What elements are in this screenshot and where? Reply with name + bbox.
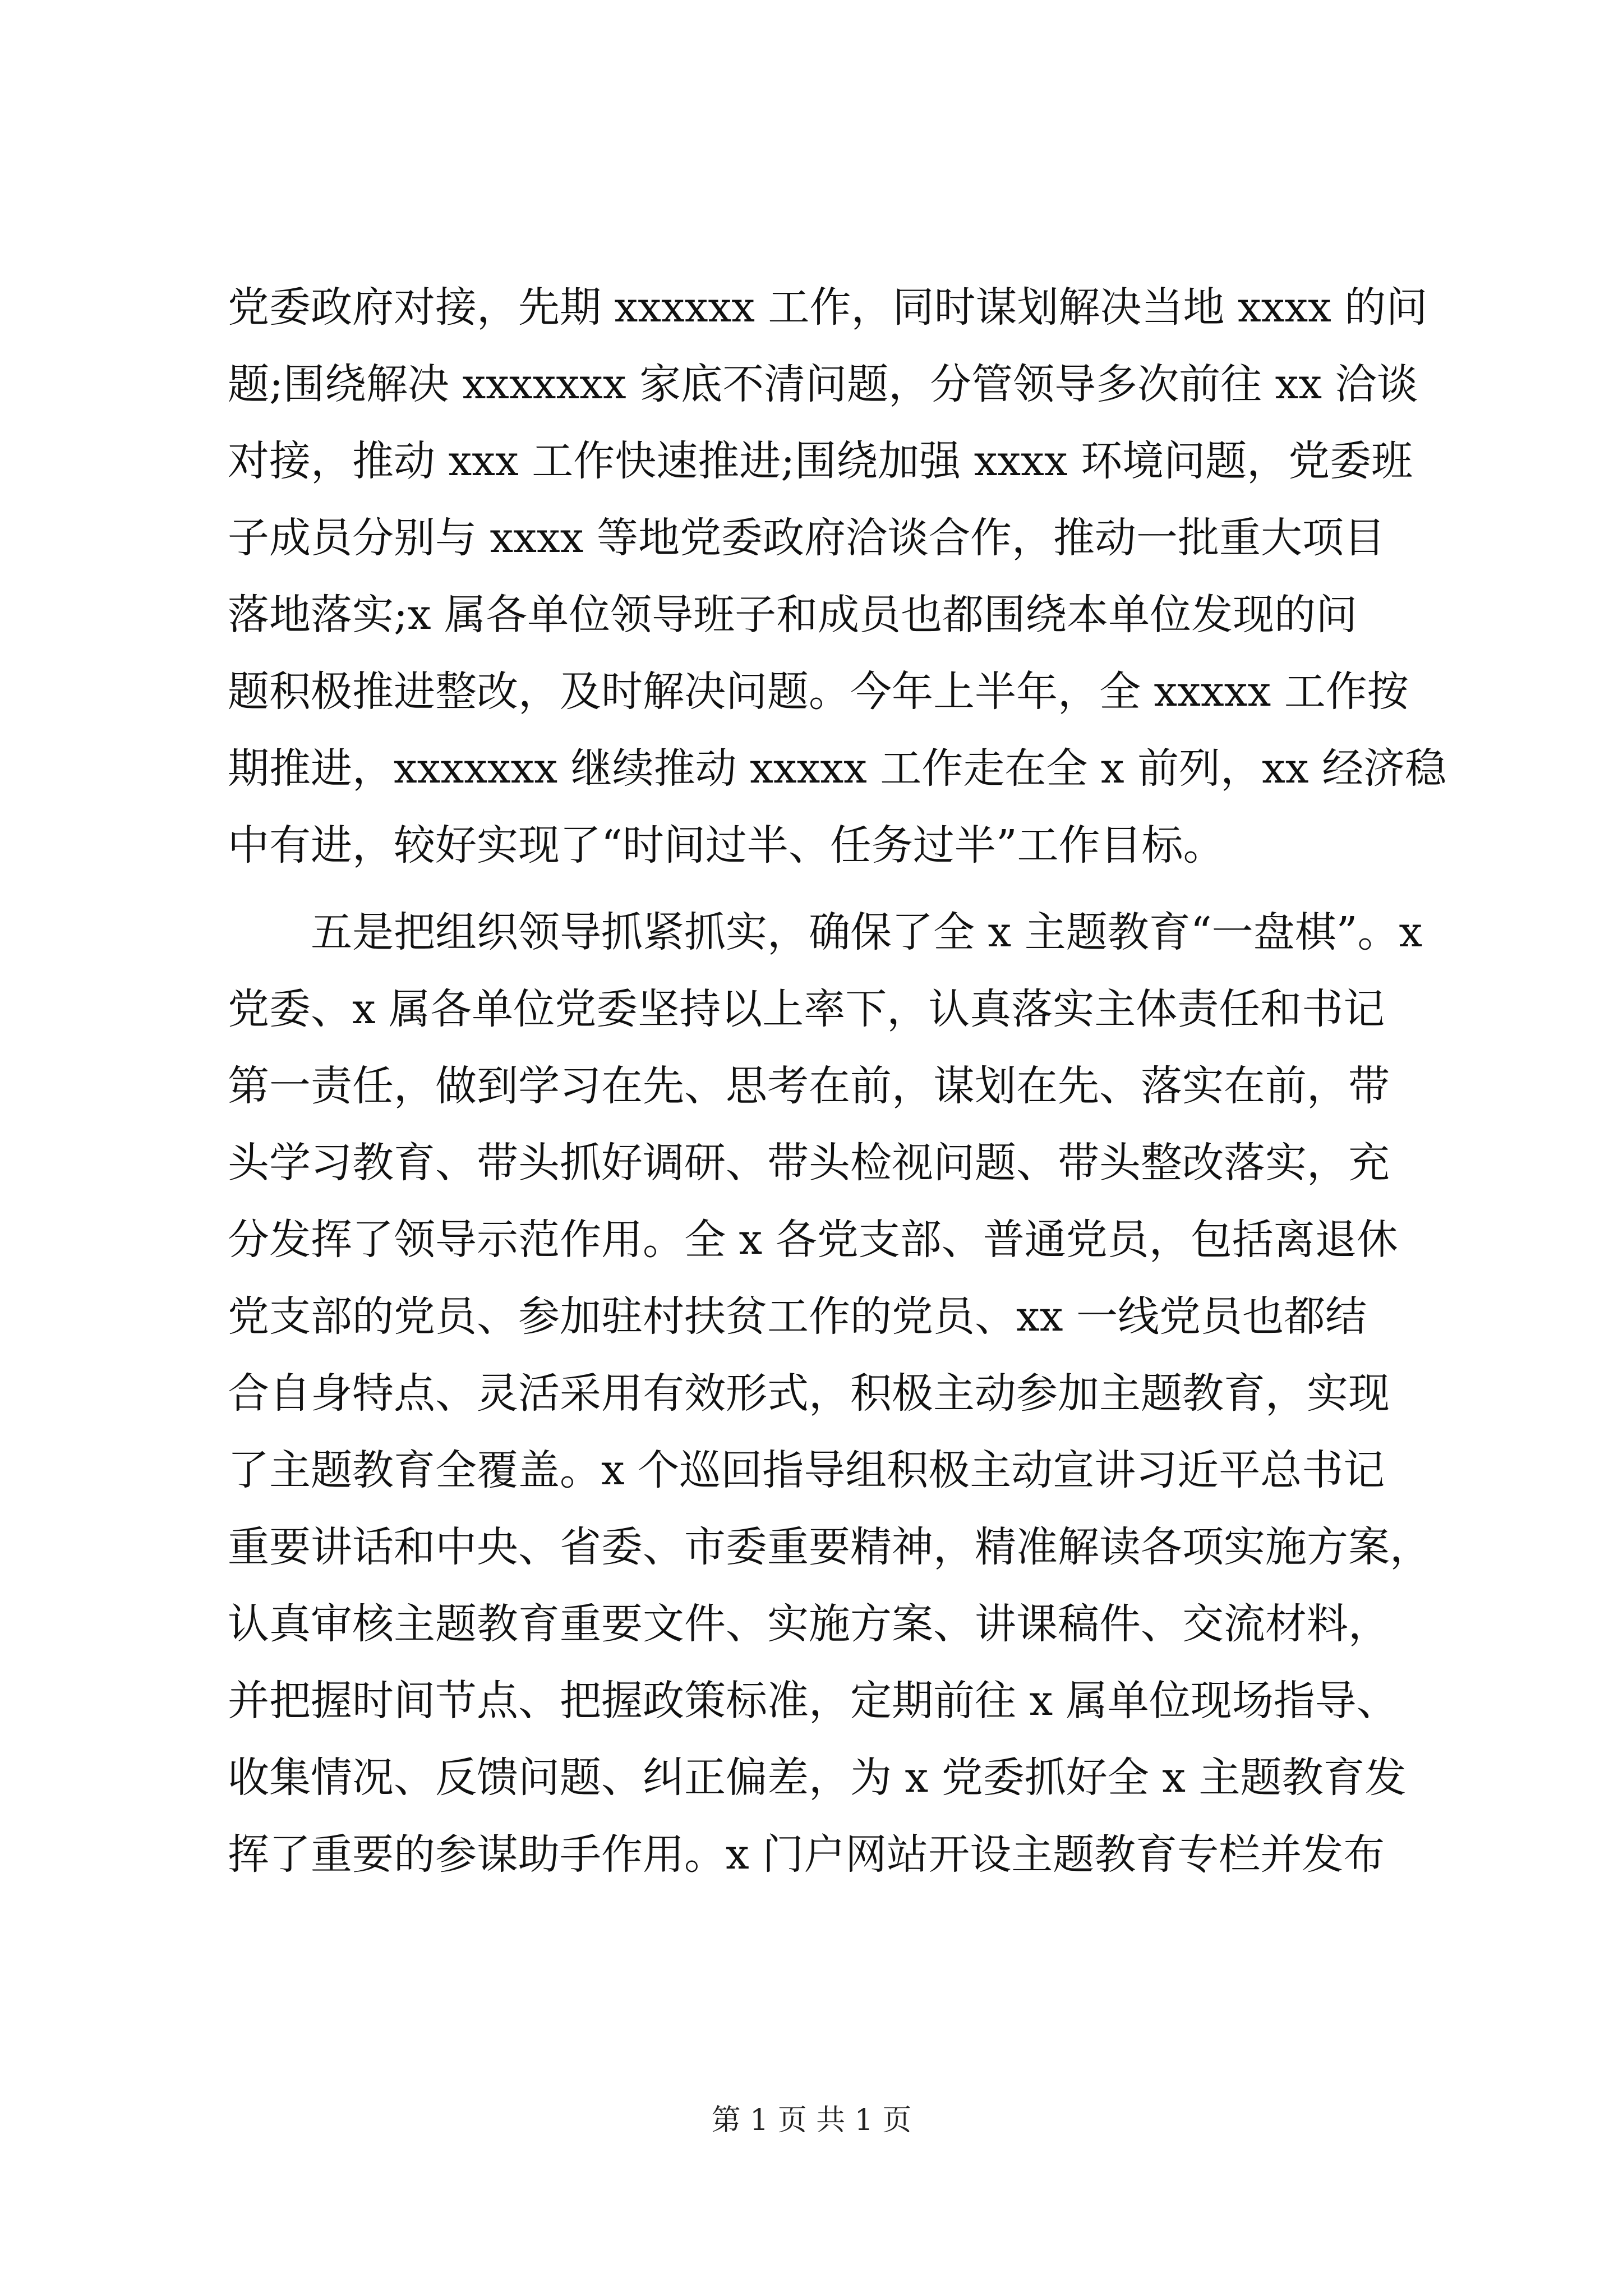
page-number-label: 第 1 页 共 1 页 xyxy=(711,2104,912,2137)
text-line: 分发挥了领导示范作用。全 x 各党支部、普通党员，包括离退休 xyxy=(228,1216,1398,1264)
text-line: 合自身特点、灵活采用有效形式，积极主动参加主题教育，实现 xyxy=(228,1369,1390,1418)
text-line: 题;围绕解决 xxxxxxx 家底不清问题，分管领导多次前往 xx 洽谈 xyxy=(228,360,1418,408)
text-line: 对接，推动 xxx 工作快速推进;围绕加强 xxxx 环境问题，党委班 xyxy=(228,437,1413,485)
text-line: 头学习教育、带头抓好调研、带头检视问题、带头整改落实，充 xyxy=(228,1139,1390,1187)
text-line: 挥了重要的参谋助手作用。x 门户网站开设主题教育专栏并发布 xyxy=(228,1830,1385,1879)
text-line: 落地落实;x 属各单位领导班子和成员也都围绕本单位发现的问 xyxy=(228,591,1358,639)
text-line: 子成员分别与 xxxx 等地党委政府洽谈合作，推动一批重大项目 xyxy=(228,514,1385,562)
paragraph-2 xyxy=(228,894,1433,1893)
text-line: 五是把组织领导抓紧抓实，确保了全 x 主题教育“一盘棋”。x xyxy=(311,908,1423,956)
text-line: 期推进，xxxxxxx 继续推动 xxxxx 工作走在全 x 前列，xx 经济稳 xyxy=(228,744,1447,793)
text-line: 党委、x 属各单位党委坚持以上率下，认真落实主体责任和书记 xyxy=(228,985,1385,1033)
page-footer xyxy=(0,2101,1623,2140)
text-line: 重要讲话和中央、省委、市委重要精神，精准解读各项实施方案， xyxy=(228,1523,1431,1571)
paragraph-1 xyxy=(228,269,1447,884)
text-line: 收集情况、反馈问题、纠正偏差，为 x 党委抓好全 x 主题教育发 xyxy=(228,1754,1407,1802)
text-line: 中有进，较好实现了“时间过半、任务过半”工作目标。 xyxy=(228,821,1225,869)
text-line: 党支部的党员、参加驻村扶贫工作的党员、xx 一线党员也都结 xyxy=(228,1292,1367,1341)
document-body xyxy=(228,269,1447,1893)
text-line: 认真审核主题教育重要文件、实施方案、讲课稿件、交流材料， xyxy=(228,1600,1390,1648)
text-line: 了主题教育全覆盖。x 个巡回指导组积极主动宣讲习近平总书记 xyxy=(228,1446,1385,1494)
text-line: 党委政府对接，先期 xxxxxx 工作，同时谋划解决当地 xxxx 的问 xyxy=(228,283,1428,332)
text-line: 题积极推进整改，及时解决问题。今年上半年，全 xxxxx 工作按 xyxy=(228,668,1409,716)
text-line: 并把握时间节点、把握政策标准，定期前往 x 属单位现场指导、 xyxy=(228,1677,1398,1725)
text-line: 第一责任，做到学习在先、思考在前，谋划在先、落实在前，带 xyxy=(228,1062,1390,1110)
